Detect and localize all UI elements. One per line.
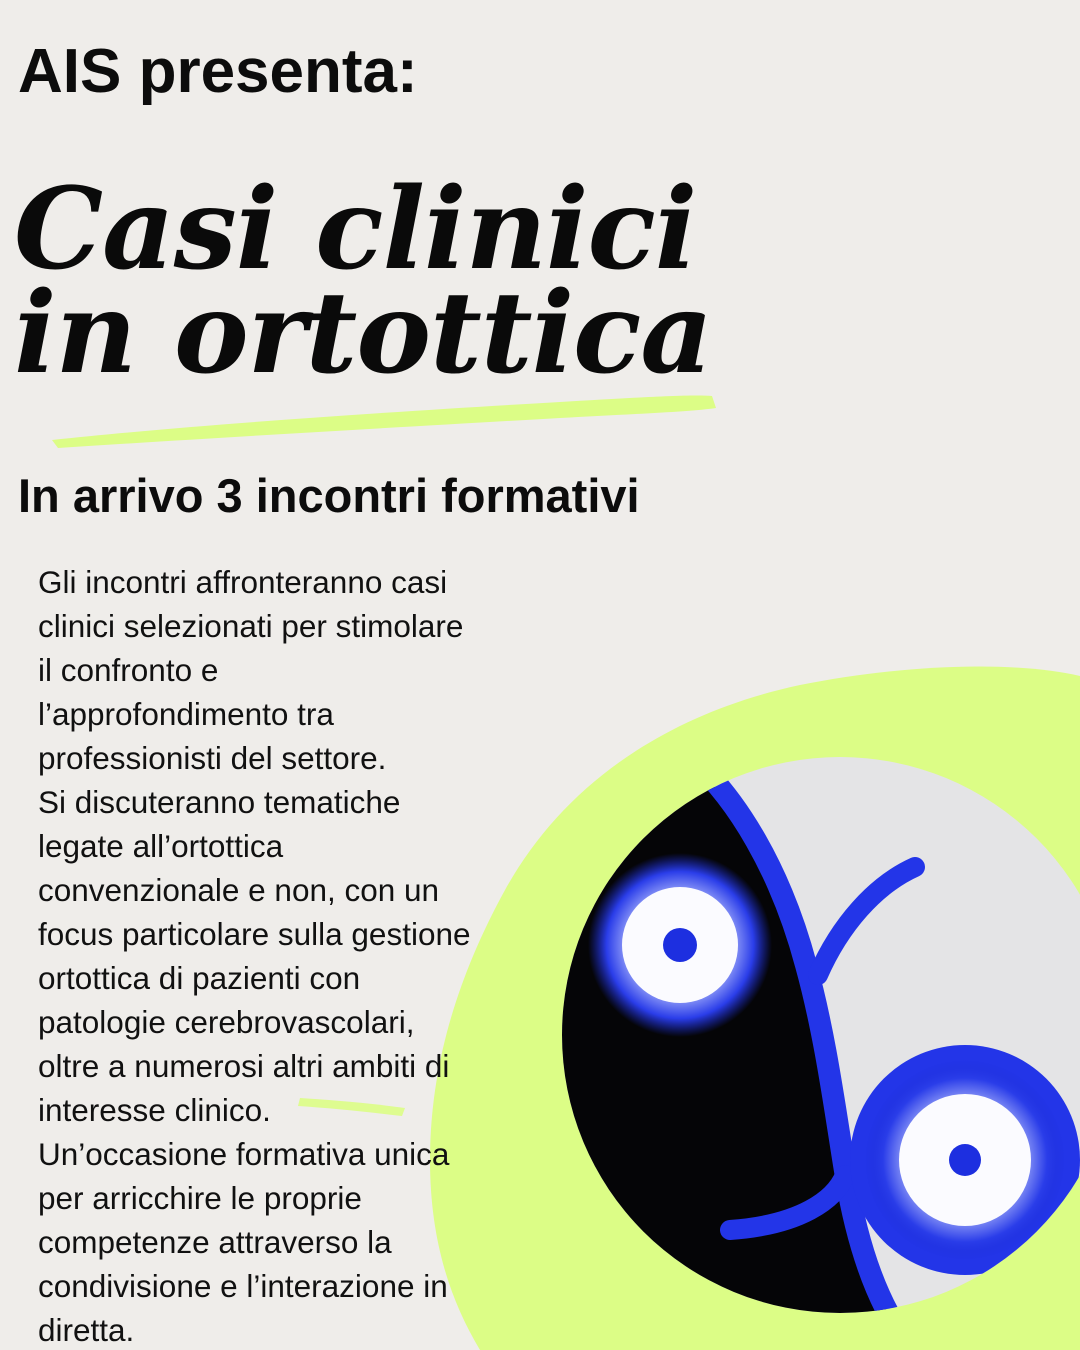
description-line: legate all’ortottica [38,828,284,864]
brush-underline-icon [52,395,716,448]
description-line: l’approfondimento tra [38,696,334,732]
presenter-heading: AIS presenta: [18,37,418,106]
description-line: focus particolare sulla gestione [38,916,471,952]
description-line: Si discuteranno tematiche [38,784,401,820]
right-pupil [949,1144,981,1176]
description-line: oltre a numerosi altri ambiti di [38,1048,450,1084]
description-line: clinici selezionati per stimolare [38,608,464,644]
description-line: ortottica di pazienti con [38,960,361,996]
eyes-logo-icon [560,755,1080,1315]
left-pupil [663,928,697,962]
title-line-1: Casi clinici [14,164,697,295]
description-line: patologie cerebrovascolari, [38,1004,415,1040]
description-line: per arricchire le proprie [38,1180,362,1216]
description-line: interesse clinico. [38,1092,271,1128]
description-line: professionisti del settore. [38,740,387,776]
description-line: competenze attraverso la [38,1224,392,1260]
description-text [38,560,558,1350]
description-line: Gli incontri affronteranno casi [38,564,448,600]
title-line-2: in ortottica [14,268,712,399]
page-title [14,164,712,399]
description-line: il confronto e [38,652,219,688]
subtitle: In arrivo 3 incontri formativi [18,469,640,522]
description-line: Un’occasione formativa unica [38,1136,450,1172]
description-line: diretta. [38,1312,135,1348]
description-line: condivisione e l’interazione in [38,1268,448,1304]
description-line: convenzionale e non, con un [38,872,440,908]
